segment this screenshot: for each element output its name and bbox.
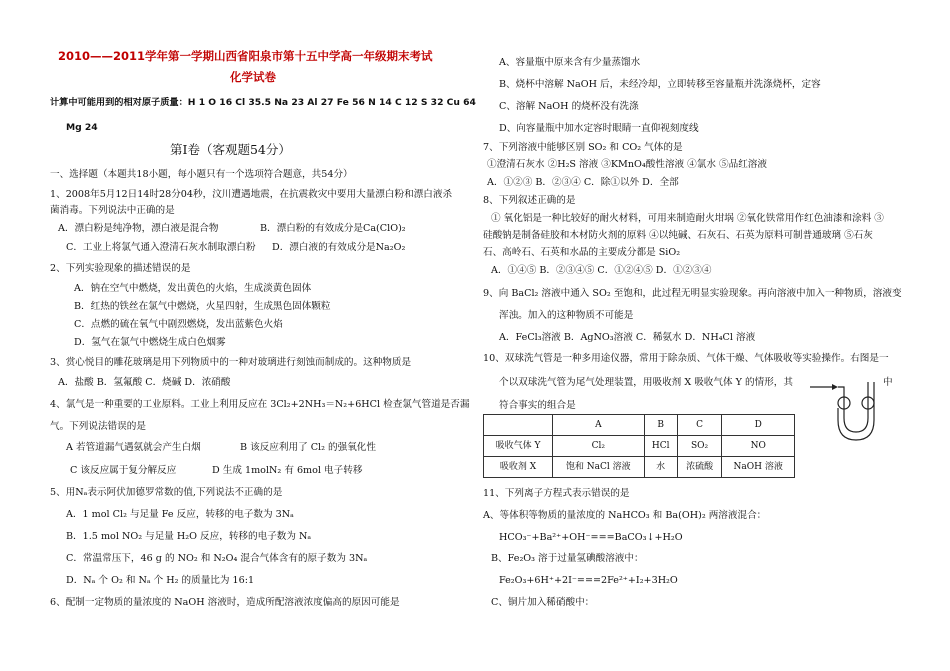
q5-option-b: B．1.5 mol NO₂ 与足量 H₂O 反应，转移的电子数为 Nₐ — [66, 531, 312, 542]
table-header-row — [484, 415, 795, 436]
q8-line-1: ① 氧化铝是一种比较好的耐火材料，可用来制造耐火坩埚 ②氧化铁常用作红色油漆和涂料 ③ — [491, 213, 884, 224]
q1-option-a: A．漂白粉是纯净物，漂白液是混合物 — [58, 223, 219, 234]
q4-option-c: C 该反应属于复分解反应 — [70, 465, 177, 476]
exam-title: 2010——2011学年第一学期山西省阳泉市第十五中学高一年级期末考试 — [58, 49, 433, 63]
q6-option-c: C、溶解 NaOH 的烧杯没有洗涤 — [499, 101, 639, 112]
table-cell: D — [722, 415, 795, 436]
question-10-cont-end: 中 — [883, 377, 893, 388]
q8-options: A．①④⑤ B．②③④⑤ C．①②④⑤ D．①②③④ — [491, 265, 712, 276]
question-11: 11、下列离子方程式表示错误的是 — [483, 488, 630, 499]
q2-option-b: B．红热的铁丝在氯气中燃烧，火星四射，生成黑色固体颗粒 — [74, 301, 331, 312]
question-9-cont: 浑浊。加入的这种物质不可能是 — [499, 310, 634, 321]
q4-option-d: D 生成 1molN₂ 有 6mol 电子转移 — [212, 465, 363, 476]
question-10: 10、双球洗气管是一种多用途仪器，常用于除杂质、气体干燥、气体吸收等实验操作。右图是一 — [483, 353, 889, 364]
question-4-cont: 气。下列说法错误的是 — [50, 421, 146, 432]
q11-option-b: B、Fe₂O₃ 溶于过量氢碘酸溶液中： — [491, 553, 644, 564]
table-cell: 浓硫酸 — [677, 457, 722, 478]
table-row — [484, 436, 795, 457]
q9-options: A．FeCl₃溶液 B．AgNO₃溶液 C．稀氨水 D．NH₄Cl 溶液 — [499, 332, 756, 343]
q6-option-d: D、向容量瓶中加水定容时眼睛一直仰视刻度线 — [499, 123, 699, 134]
table-row — [484, 457, 795, 478]
question-10-cont: 个以双球洗气管为尾气处理装置，用吸收剂 X 吸收气体 Y 的情形，其 — [499, 377, 793, 388]
table-cell: SO₂ — [677, 436, 722, 457]
table-cell — [484, 415, 553, 436]
q3-options: A．盐酸 B．氢氟酸 C．烧碱 D．浓硝酸 — [58, 377, 231, 388]
q6-option-b: B、烧杯中溶解 NaOH 后，未经冷却，立即转移至容量瓶并洗涤烧杯，定容 — [499, 79, 821, 90]
q11-option-c: C、铜片加入稀硝酸中： — [491, 597, 595, 608]
q7-items: ①澄清石灰水 ②H₂S 溶液 ③KMnO₄酸性溶液 ④氯水 ⑤品红溶液 — [487, 159, 767, 170]
q8-line-3: 石、高岭石、石英和水晶的主要成分都是 SiO₂ — [483, 247, 681, 258]
table-cell: NaOH 溶液 — [722, 457, 795, 478]
q5-option-c: C．常温常压下，46 g 的 NO₂ 和 N₂O₄ 混合气体含有的原子数为 3Nₐ — [66, 553, 368, 564]
q1-option-d: D．漂白液的有效成分是Na₂O₂ — [272, 242, 406, 253]
q10-table — [483, 414, 795, 478]
q7-options: A．①②③ B．②③④ C．除①以外 D．全部 — [487, 177, 679, 188]
question-9: 9、向 BaCl₂ 溶液中通入 SO₂ 至饱和，此过程无明显实验现象。再向溶液中加入一种物质，溶液变 — [483, 288, 902, 299]
table-cell: A — [553, 415, 645, 436]
exam-subtitle: 化学试卷 — [230, 70, 276, 84]
q11-equation-b: Fe₂O₃+6H⁺+2I⁻===2Fe²⁺+I₂+3H₂O — [499, 575, 678, 586]
q8-line-2: 硅酸钠是制备硅胶和木材防火剂的原料 ④以纯碱、石灰石、石英为原料可制普通玻璃 ⑤石灰 — [483, 230, 873, 241]
table-cell: C — [677, 415, 722, 436]
table-cell: B — [644, 415, 677, 436]
table-cell: HCl — [644, 436, 677, 457]
atomic-masses: 计算中可能用到的相对原子质量：H 1 O 16 Cl 35.5 Na 23 Al 27 Fe 56 N 14 C 12 S 32 Cu 64 — [50, 97, 476, 108]
table-cell: 水 — [644, 457, 677, 478]
table-cell: 饱和 NaCl 溶液 — [553, 457, 645, 478]
q5-option-a: A．1 mol Cl₂ 与足量 Fe 反应，转移的电子数为 3Nₐ — [66, 509, 294, 520]
section-heading: 一、选择题（本题共18小题，每小题只有一个选项符合题意，共54分） — [50, 169, 353, 180]
question-8: 8、下列叙述正确的是 — [483, 195, 576, 206]
q1-option-b: B．漂白粉的有效成分是Ca(ClO)₂ — [260, 223, 406, 234]
q4-option-a: A 若管道漏气遇氨就会产生白烟 — [66, 442, 201, 453]
question-7: 7、下列溶液中能够区别 SO₂ 和 CO₂ 气体的是 — [483, 142, 683, 153]
q11-option-a: A、等体积等物质的量浓度的 NaHCO₃ 和 Ba(OH)₂ 两溶液混合： — [483, 510, 767, 521]
table-cell: NO — [722, 436, 795, 457]
question-5: 5、用Nₐ表示阿伏加德罗常数的值,下列说法不正确的是 — [50, 487, 283, 498]
q11-equation-a: HCO₃⁻+Ba²⁺+OH⁻===BaCO₃↓+H₂O — [499, 532, 683, 543]
q2-option-c: C．点燃的硫在氧气中剧烈燃烧，发出蓝紫色火焰 — [74, 319, 283, 330]
table-cell: 吸收气体 Y — [484, 436, 553, 457]
q2-option-d: D．氢气在氯气中燃烧生成白色烟雾 — [74, 337, 226, 348]
q1-option-c: C．工业上将氯气通入澄清石灰水制取漂白粉 — [66, 242, 256, 253]
q2-option-a: A．钠在空气中燃烧，发出黄色的火焰，生成淡黄色固体 — [74, 283, 312, 294]
question-4: 4、氯气是一种重要的工业原料。工业上利用反应在 3Cl₂+2NH₃＝N₂+6HCl 检查氯气管道是否漏 — [50, 399, 470, 410]
question-1-cont: 菌消毒。下列说法中正确的是 — [50, 205, 175, 216]
q5-option-d: D．Nₐ 个 O₂ 和 Nₐ 个 H₂ 的质量比为 16:1 — [66, 575, 255, 586]
question-3: 3、赏心悦目的雕花玻璃是用下列物质中的一种对玻璃进行刻蚀而制成的。这种物质是 — [50, 357, 412, 368]
question-1: 1、2008年5月12日14时28分04秒，汶川遭遇地震，在抗震救灾中要用大量漂白粉和漂白液杀 — [50, 189, 453, 200]
double-bulb-gas-washing-tube-diagram — [808, 368, 888, 448]
table-cell: 吸收剂 X — [484, 457, 553, 478]
volume-title: 第Ⅰ卷（客观题54分） — [170, 142, 291, 157]
question-6: 6、配制一定物质的量浓度的 NaOH 溶液时，造成所配溶液浓度偏高的原因可能是 — [50, 597, 400, 608]
q4-option-b: B 该反应利用了 Cl₂ 的强氧化性 — [240, 442, 376, 453]
table-cell: Cl₂ — [553, 436, 645, 457]
q6-option-a: A、容量瓶中原来含有少量蒸馏水 — [499, 57, 641, 68]
question-2: 2、下列实验现象的描述错误的是 — [50, 263, 191, 274]
question-10-cont-2: 符合事实的组合是 — [499, 400, 576, 411]
atomic-masses-cont: Mg 24 — [66, 122, 98, 133]
